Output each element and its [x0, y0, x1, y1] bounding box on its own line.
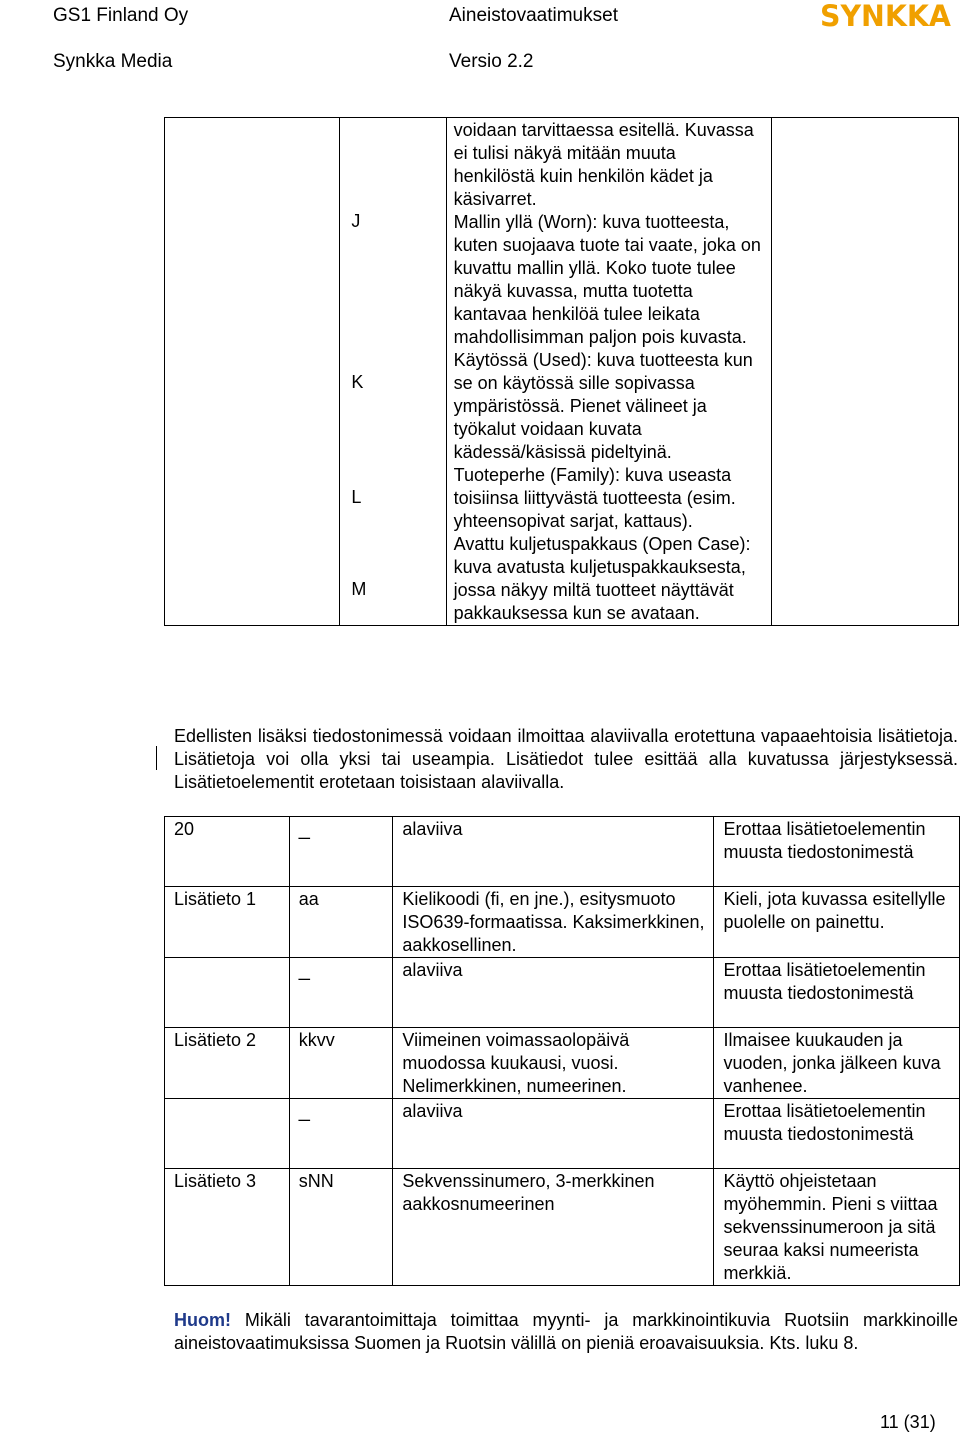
table-row — [165, 1028, 960, 1099]
type-code: M — [351, 579, 367, 599]
table-row — [165, 118, 959, 626]
type-code: L — [351, 487, 362, 507]
info-note: Erottaa lisätietoelementin muusta tiedostonimestä — [714, 817, 960, 887]
type-code: K — [351, 372, 364, 392]
table-row — [165, 887, 960, 958]
synkka-logo: SYNKKA — [820, 0, 951, 33]
type-description: Avattu kuljetuspakkaus (Open Case): kuva avatusta kuljetuspakkauksesta, jossa näkyy miltä tuotteet näyttävät pakkauksessa kun se avataan. — [453, 534, 751, 623]
info-code: sNN — [289, 1169, 393, 1286]
header-version: Versio 2.2 — [449, 51, 534, 72]
info-code: _ — [289, 958, 393, 1028]
info-name — [165, 958, 290, 1028]
info-code: _ — [289, 1099, 393, 1169]
table-cell-empty — [771, 118, 958, 626]
info-description: alaviiva — [393, 817, 714, 887]
info-code: kkvv — [289, 1028, 393, 1099]
info-code: aa — [289, 887, 393, 958]
image-type-table — [164, 117, 959, 626]
info-name — [165, 1099, 290, 1169]
info-code: _ — [289, 817, 393, 887]
table-row — [165, 1099, 960, 1169]
info-name: 20 — [165, 817, 290, 887]
type-description: Tuoteperhe (Family): kuva useasta toisiinsa liittyvästä tuotteesta (esim. yhteensopivat sarjat, kattaus). — [453, 465, 736, 531]
table-row — [165, 958, 960, 1028]
info-note: Erottaa lisätietoelementin muusta tiedostonimestä — [714, 1099, 960, 1169]
info-name: Lisätieto 3 — [165, 1169, 290, 1286]
type-code: J — [351, 211, 361, 231]
info-description: alaviiva — [393, 1099, 714, 1169]
type-description: Käytössä (Used): kuva tuotteesta kun se on käytössä sille sopivassa ympäristössä. Pienet välineet ja työkalut voidaan kuvata kädessä/käsissä pideltyinä. — [453, 350, 753, 462]
table-cell-descriptions — [446, 118, 771, 626]
info-note: Käyttö ohjeistetaan myöhemmin. Pieni s viittaa sekvenssinumeroon ja sitä seuraa kaksi numeerista merkkiä. — [714, 1169, 960, 1286]
table-row — [165, 817, 960, 887]
info-description: Sekvenssinumero, 3-merkkinen aakkosnumeerinen — [393, 1169, 714, 1286]
additional-info-table — [164, 816, 960, 1286]
info-note: Erottaa lisätietoelementin muusta tiedostonimestä — [714, 958, 960, 1028]
body-paragraph: Edellisten lisäksi tiedostonimessä voidaan ilmoittaa alaviivalla erotettuna vapaaehtoisia lisätietoja. Lisätietoja voi olla yksi tai useampia. Lisätiedot tulee esittää alla kuvatussa järjestyksessä. Lisätietoelementit erotetaan toisistaan alaviivalla. — [174, 726, 958, 792]
header-doc-title: Aineistovaatimukset — [449, 5, 618, 26]
info-description: Kielikoodi (fi, en jne.), esitysmuoto ISO639-formaatissa. Kaksimerkkinen, aakkosellinen. — [393, 887, 714, 958]
table-cell-codes — [340, 118, 446, 626]
header-department: Synkka Media — [53, 51, 173, 72]
note-paragraph — [174, 1309, 958, 1355]
info-description: alaviiva — [393, 958, 714, 1028]
info-name: Lisätieto 1 — [165, 887, 290, 958]
page-number: 11 (31) — [880, 1412, 936, 1432]
change-bar — [156, 746, 157, 770]
header-company: GS1 Finland Oy — [53, 5, 189, 26]
info-note: Kieli, jota kuvassa esitellylle puolelle on painettu. — [714, 887, 960, 958]
info-name: Lisätieto 2 — [165, 1028, 290, 1099]
table-row — [165, 1169, 960, 1286]
note-label: Huom! — [174, 1310, 231, 1330]
info-description: Viimeinen voimassaolopäivä muodossa kuukausi, vuosi. Nelimerkkinen, numeerinen. — [393, 1028, 714, 1099]
type-description: Mallin yllä (Worn): kuva tuotteesta, kuten suojaava tuote tai vaate, joka on kuvattu mallin yllä. Koko tuote tulee näkyä kuvassa, mutta tuotetta kantavaa henkilöä tulee leikata mahdollisimman paljon pois kuvasta. — [453, 212, 761, 347]
note-text: Mikäli tavarantoimittaja toimittaa myynti- ja markkinointikuvia Ruotsiin markkinoille aineistovaatimuksissa Suomen ja Ruotsin välillä on pieniä eroavaisuuksia. Kts. luku 8. — [174, 1310, 958, 1353]
info-note: Ilmaisee kuukauden ja vuoden, jonka jälkeen kuva vanhenee. — [714, 1028, 960, 1099]
type-description: voidaan tarvittaessa esitellä. Kuvassa ei tulisi näkyä mitään muuta henkilöstä kuin henkilön kädet ja käsivarret. — [453, 120, 754, 209]
table-cell-empty — [165, 118, 340, 626]
